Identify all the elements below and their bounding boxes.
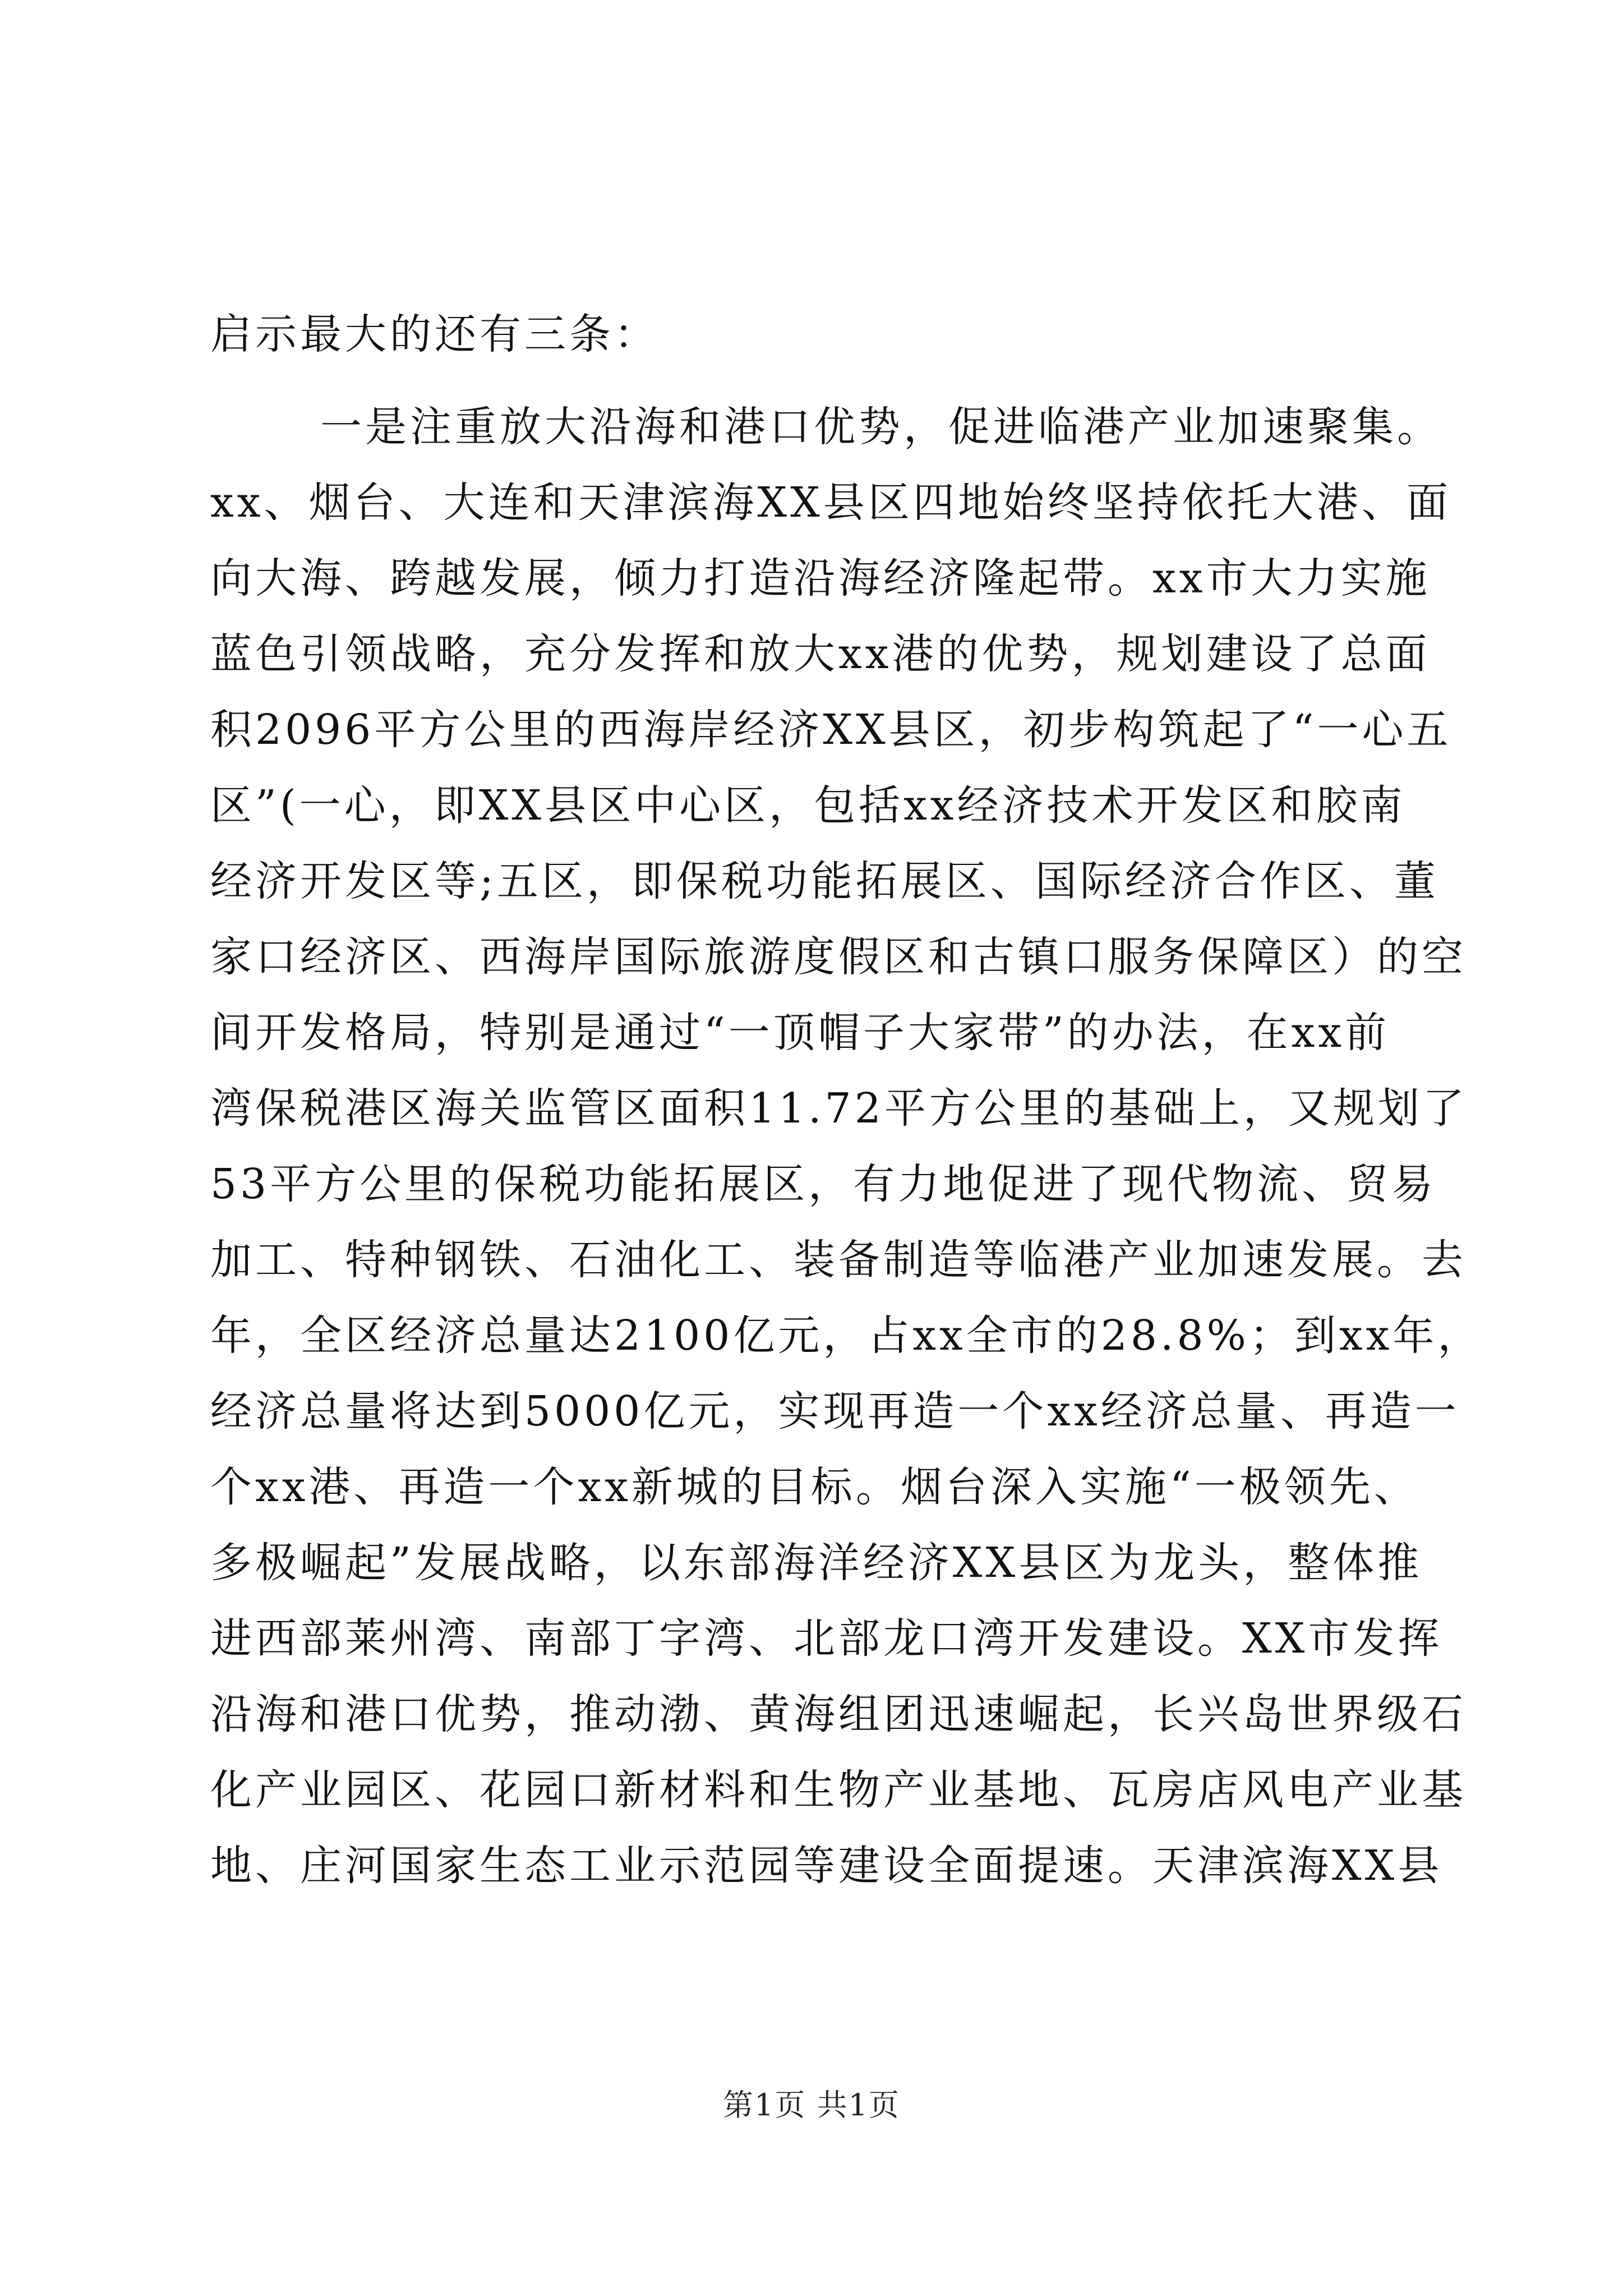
text-line-paragraph-start: 一是注重放大沿海和港口优势，促进临港产业加速聚集。 bbox=[320, 403, 1442, 451]
text-line: 多极崛起”发展战略，以东部海洋经济XX县区为龙头，整体推 bbox=[210, 1539, 1423, 1587]
text-line: 经济开发区等;五区，即保税功能拓展区、国际经济合作区、董 bbox=[210, 857, 1439, 905]
text-line: 启示最大的还有三条： bbox=[210, 310, 659, 358]
text-line: 家口经济区、西海岸国际旅游度假区和古镇口服务保障区）的空 bbox=[210, 933, 1467, 981]
text-line: 间开发格局，特别是通过“一顶帽子大家带”的办法，在xx前 bbox=[210, 1009, 1390, 1057]
text-line: 沿海和港口优势，推动渤、黄海组团迅速崛起，长兴岛世界级石 bbox=[210, 1690, 1467, 1738]
text-line: 年，全区经济总量达2100亿元，占xx全市的28.8%；到xx年， bbox=[210, 1312, 1483, 1360]
text-line: xx、烟台、大连和天津滨海XX县区四地始终坚持依托大港、面 bbox=[210, 478, 1451, 527]
text-line: 向大海、跨越发展，倾力打造沿海经济隆起带。xx市大力实施 bbox=[210, 554, 1431, 602]
text-line: 蓝色引领战略，充分发挥和放大xx港的优势，规划建设了总面 bbox=[210, 630, 1431, 678]
text-line: 湾保税港区海关监管区面积11.72平方公里的基础上，又规划了 bbox=[210, 1084, 1468, 1133]
text-line: 53平方公里的保税功能拓展区，有力地促进了现代物流、贸易 bbox=[210, 1160, 1437, 1208]
text-line: 进西部莱州湾、南部丁字湾、北部龙口湾开发建设。XX市发挥 bbox=[210, 1614, 1443, 1663]
text-line: 化产业园区、花园口新材料和生物产业基地、瓦房店风电产业基 bbox=[210, 1766, 1467, 1814]
text-line: 区”(一心，即XX县区中心区，包括xx经济技术开发区和胶南 bbox=[210, 781, 1406, 830]
text-line: 地、庄河国家生态工业示范园等建设全面提速。天津滨海XX县 bbox=[210, 1842, 1443, 1890]
text-line: 个xx港、再造一个xx新城的目标。烟台深入实施“一极领先、 bbox=[210, 1463, 1419, 1511]
text-line: 经济总量将达到5000亿元，实现再造一个xx经济总量、再造一 bbox=[210, 1387, 1460, 1435]
text-line: 积2096平方公里的西海岸经济XX县区，初步构筑起了“一心五 bbox=[210, 706, 1452, 754]
text-line: 加工、特种钢铁、石油化工、装备制造等临港产业加速发展。去 bbox=[210, 1236, 1467, 1284]
page-number-footer: 第1页 共1页 bbox=[723, 2087, 900, 2123]
